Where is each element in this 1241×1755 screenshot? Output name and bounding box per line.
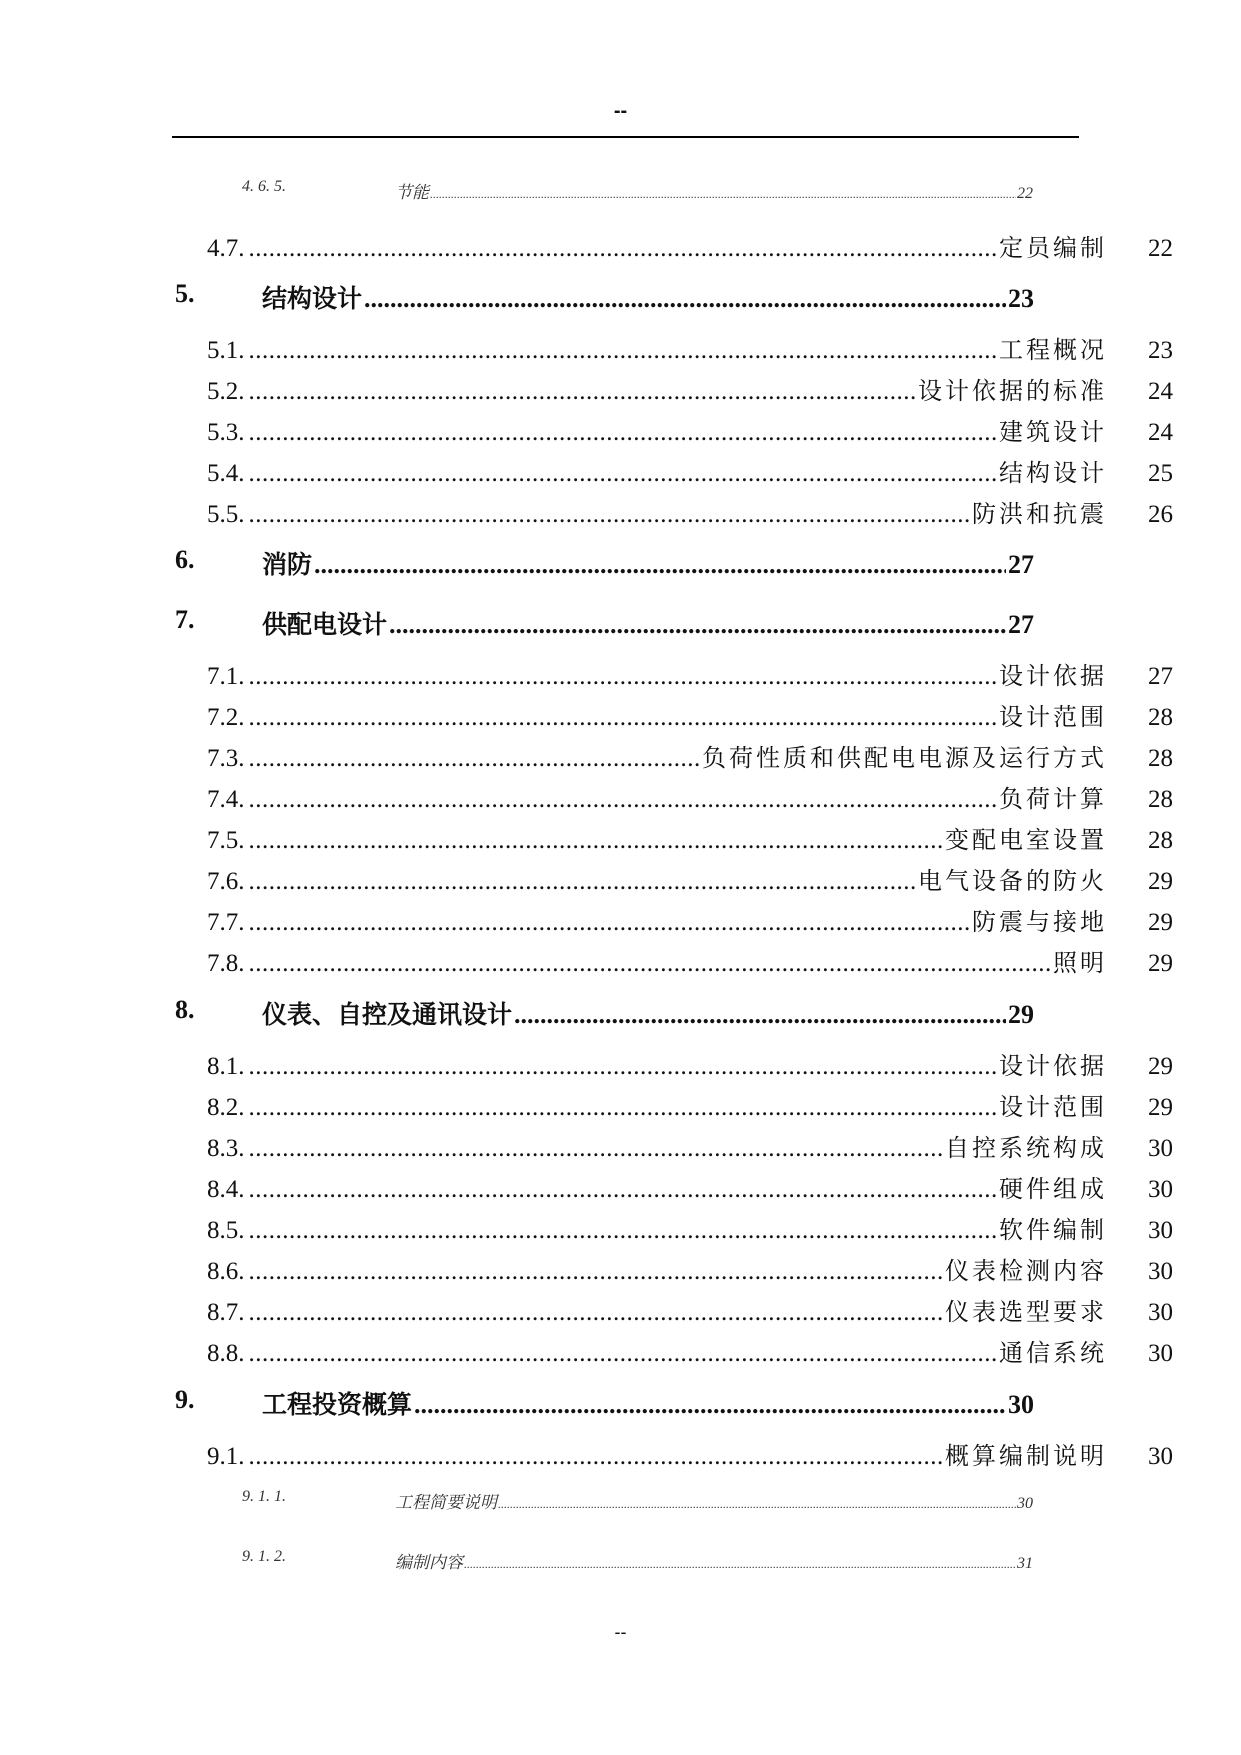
toc-entry-page: 30 — [1148, 1299, 1173, 1326]
dot-leader — [249, 1217, 1000, 1245]
toc-entry-title: 防洪和抗震 — [972, 500, 1107, 528]
dot-leader — [364, 284, 1006, 314]
toc-entry-page: 30 — [1148, 1443, 1173, 1470]
toc-entry[interactable] — [0, 995, 1241, 1031]
toc-entry-title: 负荷性质和供配电电源及运行方式 — [702, 744, 1107, 772]
toc-entry-number: 7.4. — [207, 786, 245, 813]
toc-entry-title: 自控系统构成 — [945, 1134, 1107, 1162]
dot-leader — [514, 1000, 1006, 1030]
toc-entry[interactable] — [0, 371, 1241, 406]
dot-leader — [249, 827, 946, 855]
toc-entry-number: 7.3. — [207, 745, 245, 772]
toc-entry-page: 30 — [1148, 1340, 1173, 1367]
page-footer-mark: -- — [614, 1622, 627, 1642]
toc-entry-number: 8.2. — [207, 1094, 245, 1121]
toc-entry[interactable] — [0, 453, 1241, 488]
toc-entry-title: 硬件组成 — [999, 1175, 1107, 1203]
toc-entry-page: 30 — [1148, 1176, 1173, 1203]
dot-leader — [249, 378, 919, 406]
dot-leader — [249, 704, 1000, 732]
toc-entry-number: 7.7. — [207, 909, 245, 936]
toc-entry[interactable] — [0, 820, 1241, 855]
dot-leader — [249, 1443, 946, 1471]
toc-entry[interactable] — [0, 1210, 1241, 1245]
toc-entry-title: 仪表检测内容 — [945, 1257, 1107, 1285]
dot-leader — [414, 1390, 1006, 1420]
toc-entry[interactable] — [0, 861, 1241, 896]
dot-leader — [249, 909, 973, 937]
toc-entry-page: 27 — [1008, 550, 1034, 579]
dot-leader — [389, 610, 1006, 640]
dot-leader — [249, 337, 1000, 365]
toc-entry[interactable] — [0, 1169, 1241, 1204]
dot-leader — [249, 1094, 1000, 1122]
toc-entry[interactable] — [0, 1087, 1241, 1122]
dot-leader — [249, 663, 1000, 691]
toc-entry-number: 7.5. — [207, 827, 245, 854]
toc-entry-page: 30 — [1148, 1258, 1173, 1285]
toc-entry[interactable] — [0, 605, 1241, 641]
toc-entry[interactable] — [0, 656, 1241, 691]
toc-entry-number: 9. 1. 2. — [242, 1548, 286, 1565]
toc-entry-title: 编制内容 — [395, 1553, 463, 1573]
toc-entry-page: 29 — [1148, 909, 1173, 936]
toc-entry-page: 30 — [1148, 1217, 1173, 1244]
dot-leader — [249, 950, 1054, 978]
toc-entry-number: 7.2. — [207, 704, 245, 731]
dot-leader — [249, 1135, 946, 1163]
toc-entry-page: 30 — [1017, 1495, 1033, 1512]
toc-entry-number: 8.5. — [207, 1217, 245, 1244]
toc-entry[interactable] — [0, 779, 1241, 814]
toc-entry-title: 仪表选型要求 — [945, 1298, 1107, 1326]
toc-entry-title: 工程投资概算 — [262, 1390, 413, 1419]
toc-entry-title: 建筑设计 — [999, 418, 1107, 446]
toc-entry-title: 结构设计 — [262, 284, 363, 313]
dot-leader — [314, 550, 1006, 580]
toc-entry[interactable] — [0, 1128, 1241, 1163]
dot-leader — [249, 1299, 946, 1327]
toc-entry-number: 8.3. — [207, 1135, 245, 1162]
dot-leader — [430, 187, 1016, 202]
toc-entry-page: 29 — [1148, 868, 1173, 895]
toc-entry-page: 31 — [1017, 1555, 1033, 1572]
toc-entry-page: 24 — [1148, 419, 1173, 446]
dot-leader — [249, 1340, 1000, 1368]
toc-entry[interactable] — [0, 697, 1241, 732]
toc-entry[interactable] — [0, 1436, 1241, 1471]
toc-entry-number: 4.7. — [207, 235, 245, 262]
dot-leader — [249, 868, 919, 896]
toc-entry-title: 节能 — [395, 183, 429, 203]
toc-entry-title: 软件编制 — [999, 1216, 1107, 1244]
toc-entry-page: 28 — [1148, 704, 1173, 731]
toc-entry-page: 29 — [1148, 950, 1173, 977]
dot-leader — [498, 1497, 1016, 1512]
toc-entry-number: 7.1. — [207, 663, 245, 690]
toc-entry-title: 工程概况 — [999, 336, 1107, 364]
toc-entry[interactable] — [0, 545, 1241, 581]
dot-leader — [249, 501, 973, 529]
toc-entry[interactable] — [0, 1046, 1241, 1081]
toc-entry-title: 照明 — [1053, 949, 1107, 977]
toc-entry-number: 7.8. — [207, 950, 245, 977]
toc-entry-title: 防震与接地 — [972, 908, 1107, 936]
toc-entry-number: 5.4. — [207, 460, 245, 487]
toc-entry-number: 5.2. — [207, 378, 245, 405]
toc-entry[interactable] — [0, 1548, 1241, 1573]
toc-entry-number: 9. 1. 1. — [242, 1488, 286, 1505]
toc-entry-page: 28 — [1148, 745, 1173, 772]
toc-entry[interactable] — [0, 178, 1241, 203]
toc-entry[interactable] — [0, 1292, 1241, 1327]
toc-entry-title: 工程简要说明 — [395, 1493, 497, 1513]
toc-entry-title: 设计范围 — [999, 703, 1107, 731]
toc-entry-page: 24 — [1148, 378, 1173, 405]
dot-leader — [249, 419, 1000, 447]
toc-entry[interactable] — [0, 943, 1241, 978]
toc-entry-number: 8.4. — [207, 1176, 245, 1203]
toc-entry-page: 23 — [1148, 337, 1173, 364]
toc-entry-title: 供配电设计 — [262, 610, 388, 639]
toc-entry[interactable] — [0, 412, 1241, 447]
toc-entry-title: 电气设备的防火 — [918, 867, 1107, 895]
toc-entry-number: 8. — [175, 995, 195, 1024]
toc-entry-page: 30 — [1008, 1390, 1034, 1419]
toc-entry[interactable] — [0, 330, 1241, 365]
toc-entry-page: 26 — [1148, 501, 1173, 528]
toc-entry[interactable] — [0, 1251, 1241, 1286]
toc-entry[interactable] — [0, 738, 1241, 773]
toc-entry-title: 设计依据 — [999, 1052, 1107, 1080]
dot-leader — [249, 460, 1000, 488]
toc-entry-number: 9.1. — [207, 1443, 245, 1470]
toc-entry-page: 28 — [1148, 786, 1173, 813]
toc-entry-number: 5. — [175, 279, 195, 308]
toc-entry-number: 9. — [175, 1385, 195, 1414]
toc-entry-page: 22 — [1148, 235, 1173, 262]
toc-entry-page: 29 — [1008, 1000, 1034, 1029]
toc-entry-title: 设计依据的标准 — [918, 377, 1107, 405]
toc-entry[interactable] — [0, 279, 1241, 315]
dot-leader — [464, 1557, 1016, 1572]
toc-entry-title: 概算编制说明 — [945, 1442, 1107, 1470]
dot-leader — [249, 235, 1000, 263]
toc-entry-number: 8.8. — [207, 1340, 245, 1367]
toc-entry-title: 变配电室设置 — [945, 826, 1107, 854]
toc-entry-number: 8.6. — [207, 1258, 245, 1285]
toc-entry-page: 29 — [1148, 1094, 1173, 1121]
toc-entry-page: 22 — [1017, 185, 1033, 202]
toc-entry-page: 27 — [1148, 663, 1173, 690]
toc-entry-number: 8.7. — [207, 1299, 245, 1326]
toc-entry[interactable] — [0, 1488, 1241, 1513]
toc-entry[interactable] — [0, 228, 1241, 263]
toc-entry-number: 5.1. — [207, 337, 245, 364]
dot-leader — [249, 786, 1000, 814]
dot-leader — [249, 1176, 1000, 1204]
toc-entry-number: 5.3. — [207, 419, 245, 446]
toc-entry-number: 7. — [175, 605, 195, 634]
toc-entry-number: 5.5. — [207, 501, 245, 528]
toc-entry-title: 设计范围 — [999, 1093, 1107, 1121]
toc-entry-title: 消防 — [262, 550, 313, 579]
toc-entry[interactable] — [0, 1385, 1241, 1421]
toc-entry-page: 29 — [1148, 1053, 1173, 1080]
toc-entry-page: 28 — [1148, 827, 1173, 854]
toc-entry[interactable] — [0, 1333, 1241, 1368]
page-header-mark: -- — [613, 100, 628, 122]
toc-entry-number: 6. — [175, 545, 195, 574]
toc-entry-page: 27 — [1008, 610, 1034, 639]
toc-entry-title: 通信系统 — [999, 1339, 1107, 1367]
toc-entry-title: 设计依据 — [999, 662, 1107, 690]
toc-entry-title: 仪表、自控及通讯设计 — [262, 1000, 513, 1029]
toc-entry-number: 7.6. — [207, 868, 245, 895]
toc-entry-number: 8.1. — [207, 1053, 245, 1080]
toc-entry-number: 4. 6. 5. — [242, 178, 286, 195]
dot-leader — [249, 745, 703, 773]
toc-entry-title: 定员编制 — [999, 234, 1107, 262]
toc-entry[interactable] — [0, 494, 1241, 529]
toc-entry-title: 负荷计算 — [999, 785, 1107, 813]
dot-leader — [249, 1258, 946, 1286]
toc-entry-page: 30 — [1148, 1135, 1173, 1162]
toc-entry-page: 25 — [1148, 460, 1173, 487]
toc-entry-page: 23 — [1008, 284, 1034, 313]
toc-entry-title: 结构设计 — [999, 459, 1107, 487]
toc-entry[interactable] — [0, 902, 1241, 937]
dot-leader — [249, 1053, 1000, 1081]
